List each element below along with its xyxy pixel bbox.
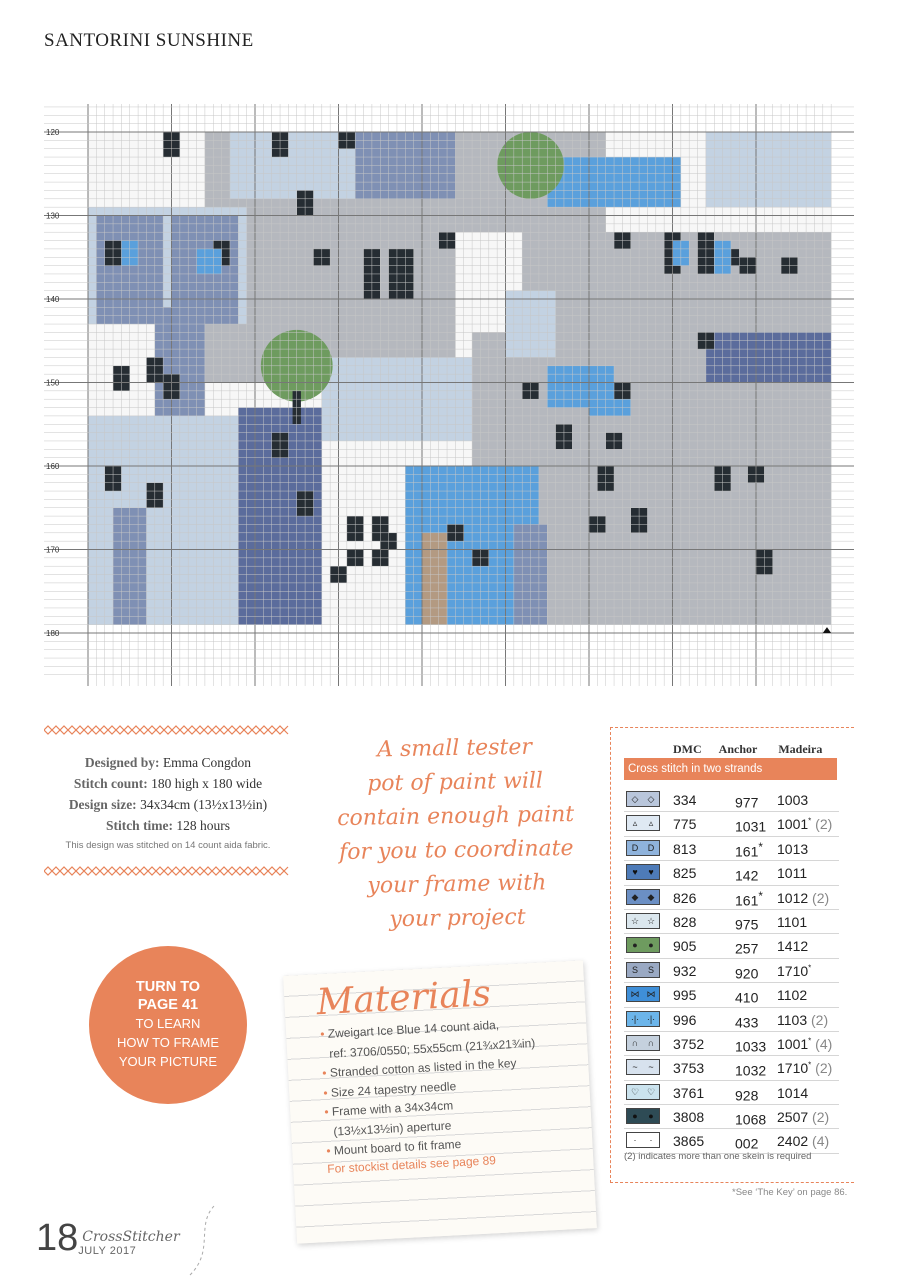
symbol-swatch: ◆ [647,891,655,902]
page-title: SANTORINI SUNSHINE [44,30,254,51]
symbol-swatch: ♥ [648,867,654,878]
row-label: 120 [46,128,60,137]
thread-swatch [626,791,660,807]
turn-to-page-callout: TURN TO PAGE 41 TO LEARN HOW TO FRAME YOUR PICTURE [89,946,247,1104]
madeira-code: 1013 [777,840,809,857]
anchor-code: 977 [735,794,759,811]
key-row [624,812,839,836]
materials-card [283,960,597,1243]
key-row [624,959,839,983]
stitch-count-row: Stitch count: 180 high x 180 wide [73,776,263,791]
symbol-swatch: ·|· [646,1013,656,1024]
key-row [624,1008,839,1032]
key-row [624,1056,839,1080]
dmc-header: DMC [673,742,702,756]
madeira-code: 1011 [777,865,808,882]
materials-item: • Size 24 tapestry needle [323,1070,590,1103]
madeira-header: Madeira [778,742,823,756]
symbol-swatch: ● [648,940,654,951]
dmc-code: 3753 [673,1060,705,1077]
materials-item: • Mount board to fit frame [326,1128,593,1161]
materials-item: (13½x13½in) aperture [333,1117,452,1139]
window-shutter [197,249,222,274]
anchor-code: 920 [735,965,759,982]
thread-swatch [626,864,660,880]
key-row [624,910,839,934]
key-row [624,1081,839,1105]
anchor-code: 142 [735,867,759,884]
symbol-swatch: ∩ [631,1037,639,1048]
page-number: 18 [36,1217,79,1259]
thread-swatch [626,1132,660,1148]
zigzag-divider-bottom [44,866,290,876]
dmc-code: 996 [673,1011,697,1028]
symbol-swatch: · [633,1135,637,1146]
anchor-code: 975 [735,916,759,933]
dmc-code: 3808 [673,1109,705,1126]
thread-swatch [626,1084,660,1100]
row-label: 140 [46,295,60,304]
quote-line: your project [389,904,526,933]
quote-line: contain enough paint [336,801,575,832]
thread-swatch [626,1108,660,1124]
madeira-code: 1412 [777,938,809,955]
madeira-code: 1102 [777,987,808,1004]
madeira-code: 1003 [777,792,809,808]
dmc-code: 3752 [673,1035,705,1052]
materials-item: ref: 3706/0550; 55x55cm (21¾x21¾in) [328,1035,536,1061]
anchor-code: 433 [735,1014,759,1031]
dmc-code: 334 [673,792,697,808]
symbol-swatch: ▵ [632,818,638,829]
anchor-code: 928 [735,1087,759,1104]
symbol-swatch: ⋈ [646,989,656,1000]
design-size-row: Design size: 34x34cm (13½x13½in) [68,797,268,812]
symbol-swatch: D [631,842,639,853]
key-section-bar: Cross stitch in two strands [624,758,837,780]
fabric-note: This design was stitched on 14 count aida fabric. [65,840,271,851]
materials-item: • Stranded cotton as listed in the key [322,1050,589,1083]
thread-swatch [626,1059,660,1075]
anchor-code: 257 [735,941,759,957]
dmc-code: 828 [673,913,697,930]
symbol-swatch: D [647,842,655,853]
key-row [624,886,839,910]
key-row [624,983,839,1007]
madeira-code: 1012 (2) [777,889,830,906]
dmc-code: 905 [673,938,697,955]
symbol-swatch: ♡ [646,1086,656,1097]
symbol-swatch: ☆ [630,915,640,926]
symbol-swatch: · [649,1135,653,1146]
thread-swatch [626,937,660,953]
madeira-code: 1014 [777,1084,809,1101]
thread-swatch [626,913,660,929]
madeira-code: 1710* [777,962,812,979]
key-row [624,861,839,885]
anchor-code: 1031 [735,819,767,836]
symbol-swatch: ♥ [632,867,638,878]
symbol-swatch: ▵ [648,818,654,829]
thread-swatch [626,1011,660,1027]
materials-list [320,1011,593,1161]
quote-line: for you to coordinate [338,835,574,866]
dmc-code: 826 [673,889,697,906]
materials-item: • Frame with a 34x34cm [324,1089,591,1122]
row-label: 150 [46,378,60,388]
symbol-swatch: ● [632,1111,638,1122]
quote-line: your frame with [367,870,547,899]
anchor-code: 161* [735,840,763,860]
thread-swatch [626,986,660,1002]
symbol-swatch: ·|· [630,1013,640,1024]
symbol-swatch: ∩ [647,1037,655,1048]
zigzag-divider [44,725,290,735]
key-row [624,788,839,812]
madeira-code: 2402 (4) [777,1133,830,1150]
madeira-code: 1103 (2) [777,1011,829,1028]
magazine-name: CrossStitcher [82,1229,180,1245]
stockist-link[interactable]: For stockist details see page 89 [326,1152,497,1176]
anchor-header: Anchor [718,742,758,756]
designer-row: Designed by: Emma Congdon [84,755,252,770]
thread-swatch [626,889,660,905]
dmc-code: 932 [673,962,697,979]
madeira-code: 1101 [777,913,808,930]
symbol-swatch: ● [632,940,638,951]
door [422,533,447,625]
folio [36,1219,180,1257]
thread-swatch [626,840,660,856]
quote-line: pot of paint will [367,768,544,797]
symbol-swatch: S [631,964,638,975]
design-info [44,722,292,881]
symbol-swatch: ~ [632,1062,638,1073]
symbol-swatch: ~ [648,1062,654,1073]
anchor-code: 002 [735,1136,759,1153]
key-row [624,934,839,958]
symbol-swatch: ☆ [646,915,656,926]
thread-key [624,788,839,1154]
madeira-code: 1710* (2) [777,1060,833,1077]
dmc-code: 813 [673,840,697,857]
dashed-thread-decoration [185,1200,225,1280]
skein-note: (2) indicates more than one skein is required [624,1151,812,1162]
see-key-note: *See ‘The Key’ on page 86. [732,1187,848,1198]
dmc-code: 825 [673,865,697,882]
materials-heading: Materials [315,973,492,1024]
thread-swatch [626,962,660,978]
symbol-swatch: ◇ [631,794,639,804]
dmc-code: 3761 [673,1084,705,1101]
thread-swatch [626,1035,660,1051]
key-headers [673,742,822,757]
symbol-swatch: ⋈ [630,989,640,1000]
stitch-time-row: Stitch time: 128 hours [105,818,231,833]
anchor-code: 1033 [735,1038,767,1055]
symbol-swatch: S [647,964,654,975]
symbol-swatch: ♡ [630,1086,640,1097]
thread-swatch [626,815,660,831]
row-label: 170 [46,545,60,555]
tip-quote [314,730,598,939]
key-row [624,837,839,861]
key-row [624,1105,839,1129]
symbol-swatch: ◇ [647,794,655,804]
anchor-code: 161* [735,889,763,909]
issue-date: JULY 2017 [78,1245,137,1257]
cross-stitch-chart [44,104,854,686]
quote-line: A small tester [376,734,533,763]
materials-item: • Zweigart Ice Blue 14 count aida, [320,1011,587,1044]
row-label: 180 [46,629,60,638]
row-label: 160 [46,462,60,471]
anchor-code: 1068 [735,1111,767,1128]
house-region [706,132,831,207]
symbol-swatch: ● [648,1111,654,1122]
anchor-code: 1032 [735,1062,767,1079]
madeira-code: 1001* (2) [777,816,833,833]
madeira-code: 1001* (4) [777,1035,833,1052]
dmc-code: 775 [673,816,697,833]
anchor-code: 410 [735,989,759,1006]
dmc-code: 3865 [673,1133,705,1150]
key-row [624,1032,839,1056]
dmc-code: 995 [673,987,697,1004]
symbol-swatch: ◆ [631,891,639,902]
row-label: 130 [46,211,60,221]
madeira-code: 2507 (2) [777,1109,830,1126]
